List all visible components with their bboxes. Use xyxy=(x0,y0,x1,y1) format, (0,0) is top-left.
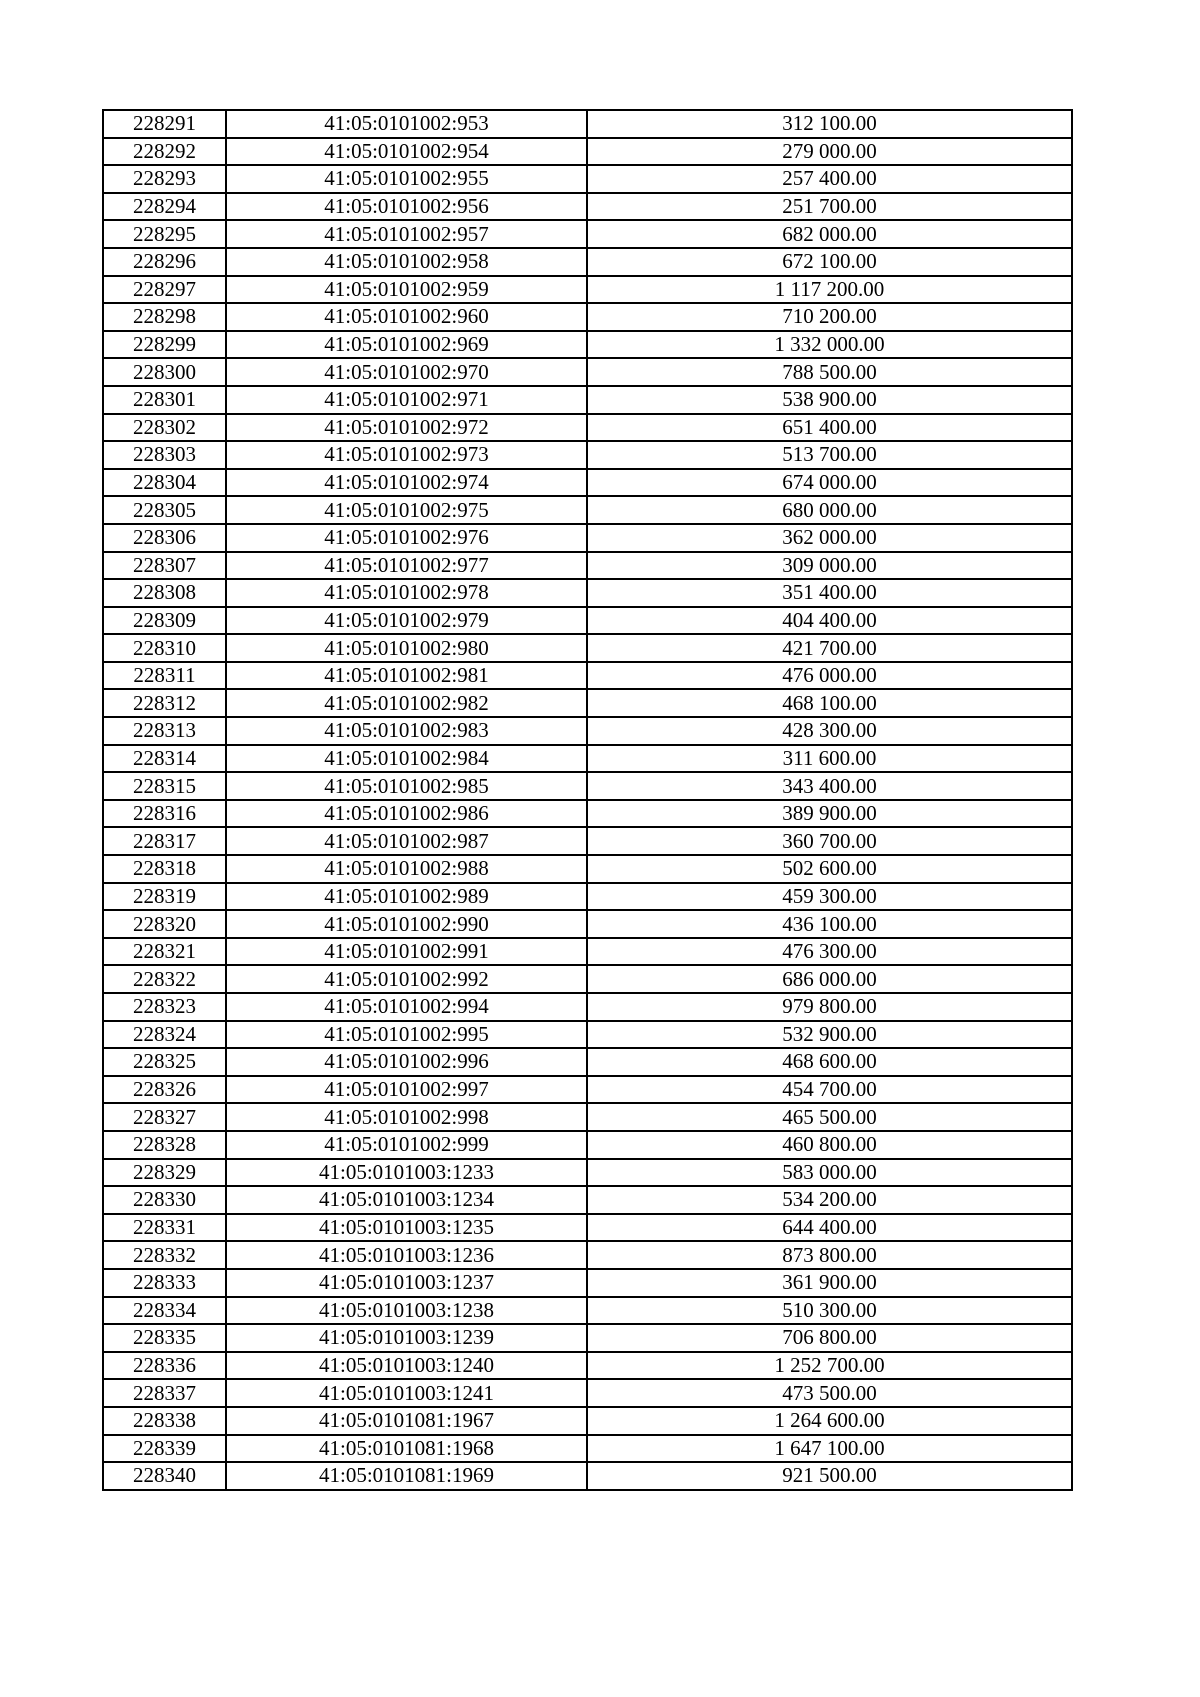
row-number-cell: 228327 xyxy=(103,1103,226,1131)
cadastral-number-cell: 41:05:0101002:969 xyxy=(226,331,587,359)
table-row xyxy=(103,1324,1072,1352)
cadastral-number-cell: 41:05:0101081:1969 xyxy=(226,1462,587,1490)
row-number-cell: 228292 xyxy=(103,138,226,166)
row-number-cell: 228305 xyxy=(103,496,226,524)
row-number-cell: 228331 xyxy=(103,1214,226,1242)
cadastral-value-cell: 1 117 200.00 xyxy=(587,276,1072,304)
cadastral-number-cell: 41:05:0101003:1240 xyxy=(226,1352,587,1380)
cadastral-number-cell: 41:05:0101002:960 xyxy=(226,303,587,331)
cadastral-value-cell: 404 400.00 xyxy=(587,607,1072,635)
cadastral-number-cell: 41:05:0101003:1234 xyxy=(226,1186,587,1214)
row-number-cell: 228337 xyxy=(103,1379,226,1407)
table-row xyxy=(103,993,1072,1021)
cadastral-number-cell: 41:05:0101002:977 xyxy=(226,552,587,580)
cadastral-number-cell: 41:05:0101002:989 xyxy=(226,883,587,911)
table-row xyxy=(103,634,1072,662)
cadastral-number-cell: 41:05:0101002:975 xyxy=(226,496,587,524)
cadastral-number-cell: 41:05:0101002:976 xyxy=(226,524,587,552)
cadastral-value-cell: 312 100.00 xyxy=(587,110,1072,138)
table-row xyxy=(103,910,1072,938)
row-number-cell: 228326 xyxy=(103,1076,226,1104)
cadastral-number-cell: 41:05:0101002:998 xyxy=(226,1103,587,1131)
cadastral-number-cell: 41:05:0101003:1241 xyxy=(226,1379,587,1407)
table-row xyxy=(103,469,1072,497)
row-number-cell: 228308 xyxy=(103,579,226,607)
table-row xyxy=(103,138,1072,166)
row-number-cell: 228310 xyxy=(103,634,226,662)
cadastral-number-cell: 41:05:0101002:982 xyxy=(226,689,587,717)
cadastral-number-cell: 41:05:0101002:997 xyxy=(226,1076,587,1104)
cadastral-number-cell: 41:05:0101002:958 xyxy=(226,248,587,276)
row-number-cell: 228296 xyxy=(103,248,226,276)
table-row xyxy=(103,386,1072,414)
cadastral-value-cell: 788 500.00 xyxy=(587,358,1072,386)
cadastral-number-cell: 41:05:0101002:995 xyxy=(226,1021,587,1049)
table-row xyxy=(103,1407,1072,1435)
row-number-cell: 228329 xyxy=(103,1159,226,1187)
cadastral-number-cell: 41:05:0101003:1235 xyxy=(226,1214,587,1242)
table-row xyxy=(103,938,1072,966)
cadastral-value-cell: 389 900.00 xyxy=(587,800,1072,828)
table-row xyxy=(103,496,1072,524)
row-number-cell: 228332 xyxy=(103,1241,226,1269)
table-row xyxy=(103,1241,1072,1269)
table-row xyxy=(103,165,1072,193)
cadastral-number-cell: 41:05:0101081:1967 xyxy=(226,1407,587,1435)
cadastral-value-cell: 257 400.00 xyxy=(587,165,1072,193)
cadastral-value-cell: 1 647 100.00 xyxy=(587,1435,1072,1463)
cadastral-number-cell: 41:05:0101002:985 xyxy=(226,772,587,800)
row-number-cell: 228340 xyxy=(103,1462,226,1490)
row-number-cell: 228321 xyxy=(103,938,226,966)
cadastral-value-cell: 421 700.00 xyxy=(587,634,1072,662)
table-row xyxy=(103,883,1072,911)
table-row xyxy=(103,248,1072,276)
table-row xyxy=(103,1297,1072,1325)
row-number-cell: 228309 xyxy=(103,607,226,635)
row-number-cell: 228316 xyxy=(103,800,226,828)
registry-table-body xyxy=(103,110,1072,1490)
row-number-cell: 228330 xyxy=(103,1186,226,1214)
row-number-cell: 228313 xyxy=(103,717,226,745)
row-number-cell: 228295 xyxy=(103,220,226,248)
row-number-cell: 228325 xyxy=(103,1048,226,1076)
row-number-cell: 228306 xyxy=(103,524,226,552)
row-number-cell: 228298 xyxy=(103,303,226,331)
table-row xyxy=(103,717,1072,745)
cadastral-value-cell: 706 800.00 xyxy=(587,1324,1072,1352)
table-row xyxy=(103,414,1072,442)
cadastral-value-cell: 979 800.00 xyxy=(587,993,1072,1021)
cadastral-value-cell: 538 900.00 xyxy=(587,386,1072,414)
cadastral-value-cell: 476 300.00 xyxy=(587,938,1072,966)
cadastral-number-cell: 41:05:0101003:1236 xyxy=(226,1241,587,1269)
cadastral-number-cell: 41:05:0101002:973 xyxy=(226,441,587,469)
row-number-cell: 228334 xyxy=(103,1297,226,1325)
table-row xyxy=(103,855,1072,883)
row-number-cell: 228324 xyxy=(103,1021,226,1049)
row-number-cell: 228302 xyxy=(103,414,226,442)
cadastral-value-cell: 436 100.00 xyxy=(587,910,1072,938)
cadastral-number-cell: 41:05:0101002:957 xyxy=(226,220,587,248)
cadastral-value-cell: 672 100.00 xyxy=(587,248,1072,276)
table-row xyxy=(103,110,1072,138)
row-number-cell: 228314 xyxy=(103,745,226,773)
cadastral-value-cell: 680 000.00 xyxy=(587,496,1072,524)
cadastral-value-cell: 1 332 000.00 xyxy=(587,331,1072,359)
cadastral-value-cell: 343 400.00 xyxy=(587,772,1072,800)
row-number-cell: 228317 xyxy=(103,827,226,855)
cadastral-value-cell: 651 400.00 xyxy=(587,414,1072,442)
table-row xyxy=(103,1186,1072,1214)
cadastral-value-cell: 309 000.00 xyxy=(587,552,1072,580)
table-row xyxy=(103,827,1072,855)
cadastral-number-cell: 41:05:0101003:1239 xyxy=(226,1324,587,1352)
row-number-cell: 228294 xyxy=(103,193,226,221)
table-row xyxy=(103,331,1072,359)
cadastral-value-cell: 311 600.00 xyxy=(587,745,1072,773)
row-number-cell: 228323 xyxy=(103,993,226,1021)
cadastral-number-cell: 41:05:0101002:979 xyxy=(226,607,587,635)
table-row xyxy=(103,303,1072,331)
table-row xyxy=(103,1131,1072,1159)
row-number-cell: 228338 xyxy=(103,1407,226,1435)
table-row xyxy=(103,276,1072,304)
cadastral-number-cell: 41:05:0101002:991 xyxy=(226,938,587,966)
row-number-cell: 228293 xyxy=(103,165,226,193)
cadastral-number-cell: 41:05:0101002:999 xyxy=(226,1131,587,1159)
cadastral-value-cell: 534 200.00 xyxy=(587,1186,1072,1214)
cadastral-value-cell: 473 500.00 xyxy=(587,1379,1072,1407)
cadastral-value-cell: 351 400.00 xyxy=(587,579,1072,607)
table-row xyxy=(103,745,1072,773)
row-number-cell: 228333 xyxy=(103,1269,226,1297)
cadastral-number-cell: 41:05:0101002:983 xyxy=(226,717,587,745)
cadastral-number-cell: 41:05:0101002:970 xyxy=(226,358,587,386)
row-number-cell: 228291 xyxy=(103,110,226,138)
table-row xyxy=(103,358,1072,386)
table-row xyxy=(103,607,1072,635)
cadastral-value-cell: 682 000.00 xyxy=(587,220,1072,248)
table-row xyxy=(103,1159,1072,1187)
table-row xyxy=(103,1435,1072,1463)
row-number-cell: 228320 xyxy=(103,910,226,938)
cadastral-value-cell: 1 264 600.00 xyxy=(587,1407,1072,1435)
cadastral-value-cell: 459 300.00 xyxy=(587,883,1072,911)
registry-table xyxy=(102,109,1073,1491)
cadastral-value-cell: 710 200.00 xyxy=(587,303,1072,331)
cadastral-number-cell: 41:05:0101002:974 xyxy=(226,469,587,497)
cadastral-number-cell: 41:05:0101002:992 xyxy=(226,965,587,993)
cadastral-number-cell: 41:05:0101002:981 xyxy=(226,662,587,690)
cadastral-value-cell: 465 500.00 xyxy=(587,1103,1072,1131)
cadastral-value-cell: 428 300.00 xyxy=(587,717,1072,745)
cadastral-value-cell: 468 100.00 xyxy=(587,689,1072,717)
cadastral-number-cell: 41:05:0101002:955 xyxy=(226,165,587,193)
cadastral-number-cell: 41:05:0101002:988 xyxy=(226,855,587,883)
cadastral-value-cell: 510 300.00 xyxy=(587,1297,1072,1325)
table-row xyxy=(103,662,1072,690)
cadastral-number-cell: 41:05:0101002:959 xyxy=(226,276,587,304)
cadastral-value-cell: 454 700.00 xyxy=(587,1076,1072,1104)
cadastral-value-cell: 921 500.00 xyxy=(587,1462,1072,1490)
table-row xyxy=(103,1269,1072,1297)
table-row xyxy=(103,552,1072,580)
row-number-cell: 228312 xyxy=(103,689,226,717)
cadastral-number-cell: 41:05:0101002:971 xyxy=(226,386,587,414)
cadastral-number-cell: 41:05:0101002:953 xyxy=(226,110,587,138)
cadastral-value-cell: 873 800.00 xyxy=(587,1241,1072,1269)
cadastral-value-cell: 279 000.00 xyxy=(587,138,1072,166)
row-number-cell: 228322 xyxy=(103,965,226,993)
cadastral-number-cell: 41:05:0101002:986 xyxy=(226,800,587,828)
cadastral-value-cell: 476 000.00 xyxy=(587,662,1072,690)
row-number-cell: 228319 xyxy=(103,883,226,911)
cadastral-number-cell: 41:05:0101003:1237 xyxy=(226,1269,587,1297)
table-row xyxy=(103,579,1072,607)
cadastral-number-cell: 41:05:0101002:984 xyxy=(226,745,587,773)
cadastral-value-cell: 460 800.00 xyxy=(587,1131,1072,1159)
cadastral-value-cell: 361 900.00 xyxy=(587,1269,1072,1297)
cadastral-number-cell: 41:05:0101002:996 xyxy=(226,1048,587,1076)
cadastral-number-cell: 41:05:0101002:987 xyxy=(226,827,587,855)
row-number-cell: 228335 xyxy=(103,1324,226,1352)
row-number-cell: 228318 xyxy=(103,855,226,883)
table-row xyxy=(103,524,1072,552)
cadastral-value-cell: 360 700.00 xyxy=(587,827,1072,855)
table-row xyxy=(103,1103,1072,1131)
cadastral-number-cell: 41:05:0101003:1238 xyxy=(226,1297,587,1325)
table-row xyxy=(103,1379,1072,1407)
table-row xyxy=(103,441,1072,469)
row-number-cell: 228328 xyxy=(103,1131,226,1159)
cadastral-value-cell: 513 700.00 xyxy=(587,441,1072,469)
row-number-cell: 228301 xyxy=(103,386,226,414)
row-number-cell: 228300 xyxy=(103,358,226,386)
cadastral-number-cell: 41:05:0101002:954 xyxy=(226,138,587,166)
row-number-cell: 228307 xyxy=(103,552,226,580)
cadastral-value-cell: 1 252 700.00 xyxy=(587,1352,1072,1380)
cadastral-number-cell: 41:05:0101002:980 xyxy=(226,634,587,662)
cadastral-value-cell: 674 000.00 xyxy=(587,469,1072,497)
row-number-cell: 228336 xyxy=(103,1352,226,1380)
table-row xyxy=(103,193,1072,221)
cadastral-value-cell: 362 000.00 xyxy=(587,524,1072,552)
cadastral-value-cell: 502 600.00 xyxy=(587,855,1072,883)
row-number-cell: 228297 xyxy=(103,276,226,304)
cadastral-number-cell: 41:05:0101002:994 xyxy=(226,993,587,1021)
row-number-cell: 228303 xyxy=(103,441,226,469)
cadastral-number-cell: 41:05:0101003:1233 xyxy=(226,1159,587,1187)
table-row xyxy=(103,1352,1072,1380)
table-row xyxy=(103,772,1072,800)
cadastral-value-cell: 583 000.00 xyxy=(587,1159,1072,1187)
table-row xyxy=(103,1021,1072,1049)
cadastral-number-cell: 41:05:0101002:978 xyxy=(226,579,587,607)
cadastral-value-cell: 644 400.00 xyxy=(587,1214,1072,1242)
cadastral-value-cell: 686 000.00 xyxy=(587,965,1072,993)
row-number-cell: 228299 xyxy=(103,331,226,359)
table-row xyxy=(103,689,1072,717)
row-number-cell: 228311 xyxy=(103,662,226,690)
row-number-cell: 228315 xyxy=(103,772,226,800)
cadastral-value-cell: 532 900.00 xyxy=(587,1021,1072,1049)
table-row xyxy=(103,1462,1072,1490)
cadastral-value-cell: 251 700.00 xyxy=(587,193,1072,221)
table-row xyxy=(103,1048,1072,1076)
cadastral-number-cell: 41:05:0101002:990 xyxy=(226,910,587,938)
table-row xyxy=(103,1076,1072,1104)
cadastral-value-cell: 468 600.00 xyxy=(587,1048,1072,1076)
row-number-cell: 228304 xyxy=(103,469,226,497)
table-row xyxy=(103,1214,1072,1242)
table-row xyxy=(103,220,1072,248)
table-row xyxy=(103,965,1072,993)
cadastral-number-cell: 41:05:0101081:1968 xyxy=(226,1435,587,1463)
row-number-cell: 228339 xyxy=(103,1435,226,1463)
cadastral-number-cell: 41:05:0101002:972 xyxy=(226,414,587,442)
table-row xyxy=(103,800,1072,828)
cadastral-number-cell: 41:05:0101002:956 xyxy=(226,193,587,221)
